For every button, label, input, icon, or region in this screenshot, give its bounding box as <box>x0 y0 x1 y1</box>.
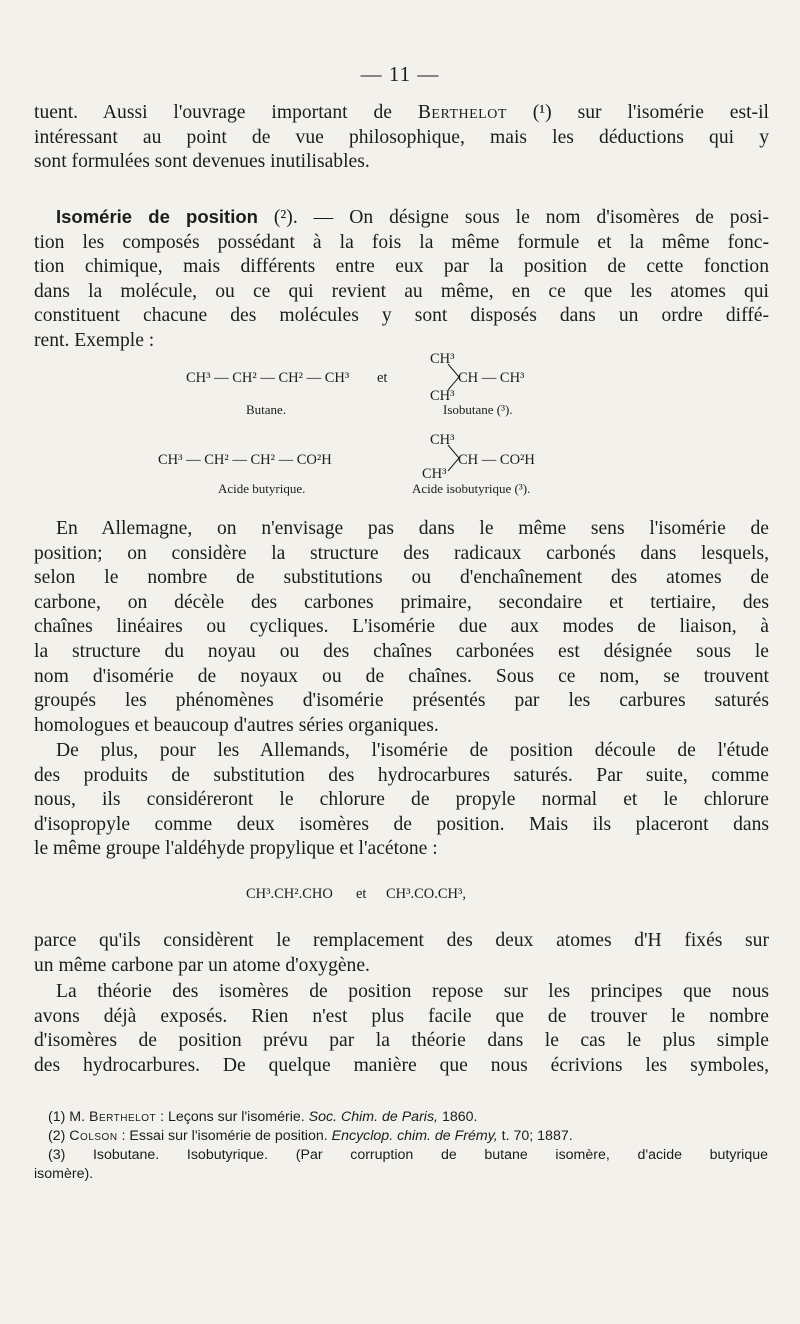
para4-line2: des produits de substitution des hydrocarbures saturés. Par suite, comme <box>34 764 769 786</box>
para2-line3: tion chimique, mais différents entre eux par la position de cette fonction <box>34 256 769 278</box>
label-isobutyric-acid: Acide isobutyrique (³). <box>412 481 531 496</box>
footnote-1-number: (1) M. <box>48 1109 86 1125</box>
section-heading: Isomérie de position <box>56 206 258 227</box>
footnote-1-author: Berthelot <box>89 1109 157 1125</box>
para2-line1: — On désigne sous le nom d'isomères de posi- <box>313 207 769 228</box>
para3-line4: carbone, on décèle des carbones primaire, secondaire et tertiaire, des <box>34 591 769 613</box>
footnote-1-text: : Leçons sur l'isomérie. <box>160 1109 305 1125</box>
branch-lines-isobutane <box>448 362 462 392</box>
footnote-1 <box>48 1108 768 1127</box>
formula-isobutyric-top: CH³ <box>430 432 455 448</box>
footnote-1-year: 1860. <box>441 1109 478 1125</box>
para2-line2: tion les composés possédant à la fois la même formule et la même fonc- <box>34 231 769 253</box>
paragraph-2 <box>34 205 769 354</box>
para5-line1: parce qu'ils considèrent le remplacement des deux atomes d'H fixés sur <box>34 930 769 951</box>
author-berthelot: Berthelot <box>417 102 507 123</box>
para3-line6: la structure du noyau ou des chaînes carbonées est désignée sous le <box>34 640 769 662</box>
paragraph-3 <box>34 517 769 738</box>
footnote-2-author: Colson <box>69 1128 118 1144</box>
formula-and-1: et <box>377 370 388 386</box>
label-isobutane: Isobutane (³). <box>443 402 513 417</box>
paragraph-1 <box>34 101 769 175</box>
formula-butyric: CH³ — CH² — CH² — CO²H <box>158 452 332 468</box>
footnote-2 <box>48 1127 768 1146</box>
para6-line3: d'isomères de position prévu par la théorie dans le cas le plus simple <box>34 1030 769 1052</box>
para3-line8: groupés les phénomènes d'isomérie présentés par les carbures saturés <box>34 690 769 712</box>
footnote-ref-1: (¹) <box>532 102 552 123</box>
para2-line5: constituent chacune des molécules y sont disposés dans un ordre diffé- <box>34 305 769 327</box>
paragraph-6 <box>34 980 769 1078</box>
branch-lines-isobutyric <box>448 443 462 473</box>
para4-line4: d'isopropyle comme deux isomères de position. Mais ils placeront dans <box>34 813 769 835</box>
para1-line1-end: sur l'isomérie est-il <box>577 102 769 123</box>
footnote-1-journal: Soc. Chim. de Paris, <box>308 1109 438 1125</box>
footnote-2-journal: Encyclop. chim. de Frémy, <box>331 1128 498 1144</box>
para5-line2: un même carbone par un atome d'oxygène. <box>34 954 370 976</box>
para1-line2: intéressant au point de vue philosophique, mais les déductions qui y <box>34 126 769 148</box>
para3-line9: homologues et beaucoup d'autres séries organiques. <box>34 714 439 736</box>
paragraph-4 <box>34 739 769 862</box>
footnote-3-line1: (3) Isobutane. Isobutyrique. (Par corruption de butane isomère, d'acide butyrique <box>48 1147 768 1163</box>
formula-isobutane-bot: CH³ <box>430 388 455 404</box>
para3-line7: nom d'isomérie de noyaux ou de chaînes. Sous ce nom, se trouvent <box>34 665 769 687</box>
footnote-2-year: t. 70; 1887. <box>501 1128 573 1144</box>
formula-butane: CH³ — CH² — CH² — CH³ <box>186 370 350 386</box>
para3-line1: En Allemagne, on n'envisage pas dans le même sens l'isomérie de <box>56 518 769 539</box>
formula-isobutyric-bot: CH³ <box>422 466 447 482</box>
formula-isobutane-mid: CH — CH³ <box>458 370 525 386</box>
paragraph-5 <box>34 929 769 978</box>
formula-propionaldehyde: CH³.CH².CHO <box>246 886 333 902</box>
para2-line6: rent. Exemple : <box>34 329 155 351</box>
footnote-ref-2: (²). <box>273 207 298 228</box>
para4-line5: le même groupe l'aldéhyde propylique et l'acétone : <box>34 838 438 860</box>
formula-isobutane-top: CH³ <box>430 351 455 367</box>
label-butane: Butane. <box>246 402 287 417</box>
page-number: — 11 — <box>360 62 440 86</box>
formula-and-2: et <box>356 886 367 902</box>
para6-line4: des hydrocarbures. De quelque manière que nous écrivions les symboles, <box>34 1054 769 1076</box>
para3-line2: position; on considère la structure des radicaux carbonés dans lesquels, <box>34 542 769 564</box>
para6-line2: avons déjà exposés. Rien n'est plus facile que de trouver le nombre <box>34 1005 769 1027</box>
para4-line3: nous, ils considéreront le chlorure de propyle normal et le chlorure <box>34 789 769 811</box>
para3-line3: selon le nombre de substitutions ou d'enchaînement des atomes de <box>34 567 769 589</box>
para4-line1: De plus, pour les Allemands, l'isomérie de position découle de l'étude <box>56 740 769 761</box>
para3-line5: chaînes linéaires ou cycliques. L'isomérie due aux modes de liaison, à <box>34 616 769 638</box>
footnotes <box>34 1108 768 1184</box>
formula-isobutyric-mid: CH — CO²H <box>458 452 535 468</box>
formula-acetone: CH³.CO.CH³, <box>386 886 466 902</box>
footnote-2-text: : Essai sur l'isomérie de position. <box>121 1128 328 1144</box>
label-butyric-acid: Acide butyrique. <box>218 481 306 496</box>
para1-line3: sont formulées sont devenues inutilisables. <box>34 151 370 173</box>
para6-line1: La théorie des isomères de position repose sur les principes que nous <box>56 981 769 1002</box>
footnote-3-line2: isomère). <box>34 1166 94 1182</box>
para1-line1-start: tuent. Aussi l'ouvrage important de <box>34 102 392 123</box>
footnote-2-number: (2) <box>48 1128 66 1144</box>
para2-line4: dans la molécule, ou ce qui revient au même, en ce que les atomes qui <box>34 280 769 302</box>
